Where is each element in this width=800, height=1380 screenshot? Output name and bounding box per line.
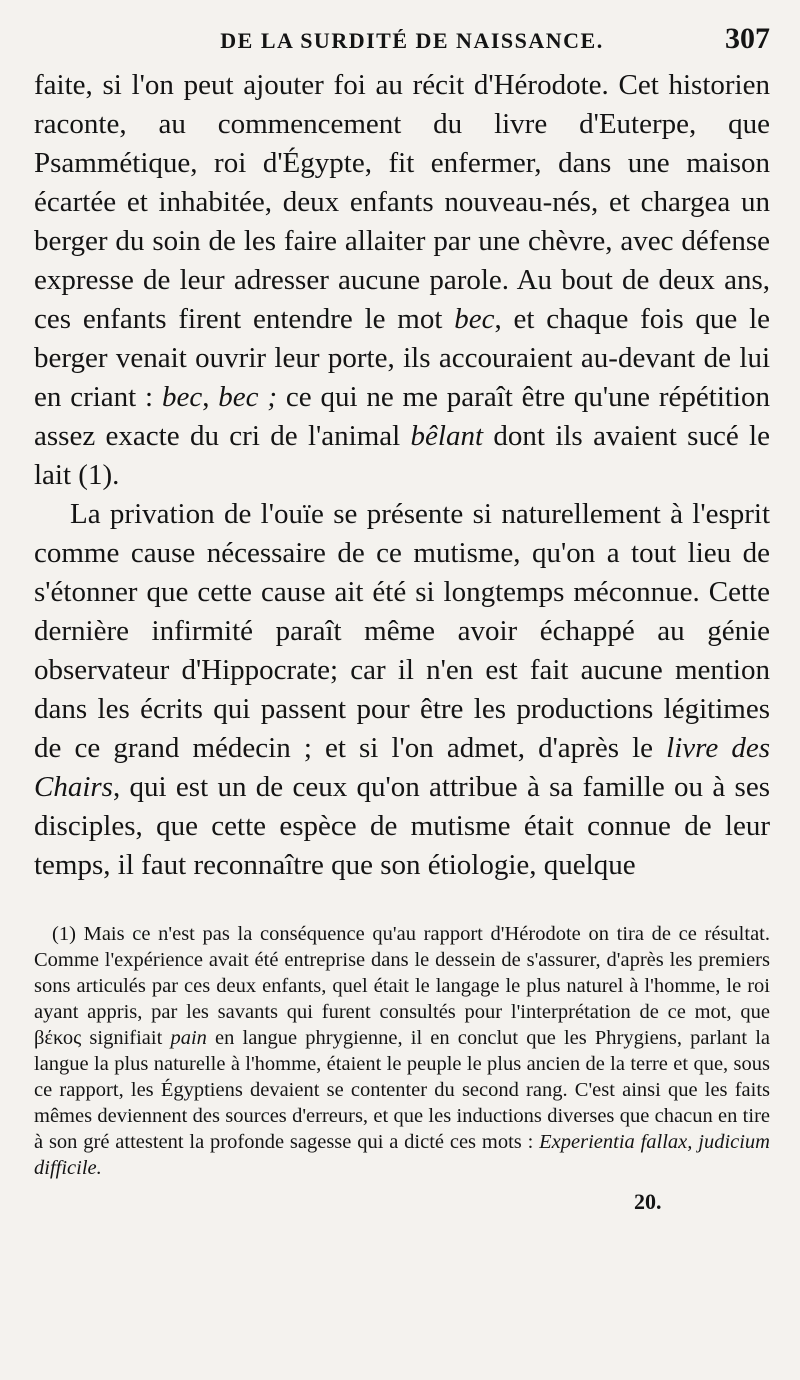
footnote-section bbox=[34, 921, 770, 1181]
paragraph-2 bbox=[34, 495, 770, 885]
paragraph-1-text-2: , et chaque fois que le berger venait ouvrir leur porte, ils accouraient au-devant de lui en criant : bbox=[34, 303, 771, 413]
footnote-text-1: (1) Mais ce n'est pas la conséquence qu'au rapport d'Hérodote on tira de ce résultat. Comme l'expérience avait été entreprise dans le dessein de s'assurer, d'après les premiers sons articulés par ces deux enfants, quel était le langage le plus naturel à l'homme, le roi ayant appris, par les savants qui furent consultés pour l'interprétation de ce mot, que βέκος signifiait bbox=[34, 923, 770, 1049]
page-number: 307 bbox=[725, 22, 770, 55]
italic-bec-3: bec ; bbox=[218, 381, 278, 413]
italic-latin-quote: Experientia fallax, judicium difficile. bbox=[34, 1131, 770, 1179]
paragraph-2-text-2: , qui est un de ceux qu'on attribue à sa famille ou à ses disciples, que cette espèce de mutisme était connue de leur temps, il faut reconnaître que son étiologie, quelque bbox=[34, 771, 770, 881]
italic-pain: pain bbox=[170, 1027, 207, 1049]
italic-belant: bêlant bbox=[410, 420, 484, 452]
paragraph-1-text-5: dont ils avaient sucé le lait (1). bbox=[34, 420, 770, 491]
footnote-text-2: en langue phrygienne, il en conclut que les Phrygiens, parlant la langue la plus naturelle à l'homme, étaient le peuple le plus ancien de la terre et que, sous ce rapport, les Égyptiens devaient se contenter du second rang. C'est ainsi que les faits mêmes deviennent des sources d'erreurs, et que les inductions diverses que chacun en tire à son gré attestent la profonde sagesse qui a dicté ces mots : bbox=[34, 1027, 770, 1153]
main-text bbox=[34, 66, 770, 885]
italic-bec-2: bec bbox=[161, 381, 203, 413]
running-title: DE LA SURDITÉ DE NAISSANCE. bbox=[220, 28, 604, 53]
italic-bec-1: bec bbox=[454, 303, 495, 335]
italic-livre-des-chairs: livre des Chairs bbox=[34, 732, 770, 803]
signature-mark: 20. bbox=[634, 1189, 662, 1214]
running-header bbox=[34, 0, 770, 58]
paragraph-1 bbox=[34, 66, 770, 495]
paragraph-1-text-4: ce qui ne me paraît être qu'une répétition assez exacte du cri de l'animal bbox=[34, 381, 770, 452]
footnote-1 bbox=[34, 921, 770, 1181]
paragraph-2-text-1: La privation de l'ouïe se présente si naturellement à l'esprit comme cause nécessaire de ce mutisme, qu'on a tout lieu de s'étonner que cette cause ait été si longtemps méconnue. Cette dernière infirmité paraît même avoir échappé au génie observateur d'Hippocrate; car il n'en est fait aucune mention dans les écrits qui passent pour être les productions légitimes de ce grand médecin ; et si l'on admet, d'après le bbox=[34, 498, 770, 764]
paragraph-1-text-1: faite, si l'on peut ajouter foi au récit d'Hérodote. Cet historien raconte, au commencement du livre d'Euterpe, que Psammétique, roi d'Égypte, fit enfermer, dans une maison écartée et inhabitée, deux enfants nouveau-nés, et chargea un berger du soin de les faire allaiter par une chèvre, avec défense expresse de leur adresser aucune parole. Au bout de deux ans, ces enfants firent entendre le mot bbox=[34, 69, 770, 335]
paragraph-1-text-3: , bbox=[202, 381, 219, 413]
